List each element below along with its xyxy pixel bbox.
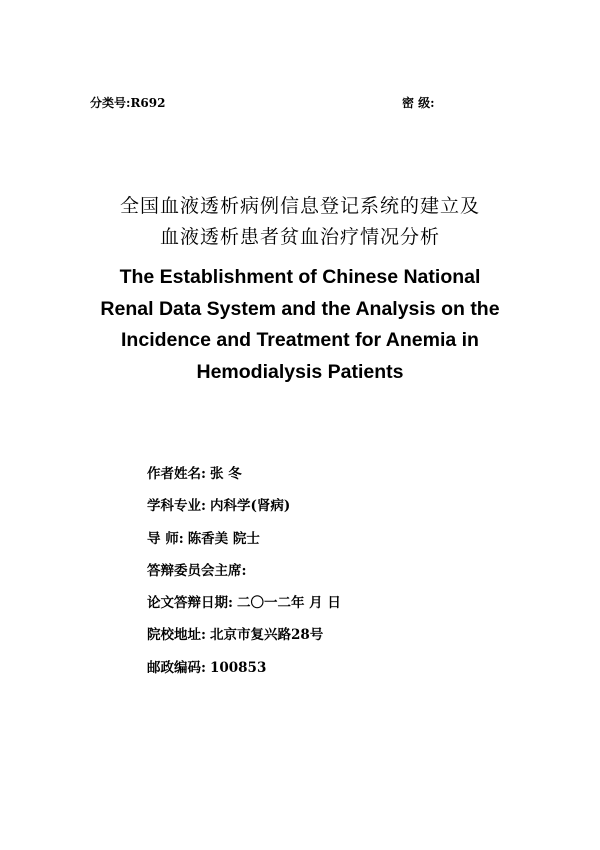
english-title [0, 262, 600, 388]
chinese-title-line-1: 全国血液透析病例信息登记系统的建立及 [119, 195, 480, 217]
info-label: 导 师: [147, 530, 184, 547]
secrecy-level [402, 94, 435, 111]
classification-number [90, 94, 165, 111]
info-row-postal-code [147, 657, 341, 689]
info-row-supervisor [147, 528, 341, 560]
english-title-line-1: The Establishment of Chinese National [119, 266, 481, 288]
english-title-line-2: Renal Data System and the Analysis on the [100, 297, 500, 320]
info-row-address [147, 624, 341, 656]
info-value: 二〇一二年 月 日 [236, 595, 341, 612]
english-title-line-3: Incidence and Treatment for Anemia in [121, 329, 479, 351]
info-value: 陈香美 院士 [187, 530, 260, 547]
english-title-line-4: Hemodialysis Patients [196, 360, 404, 383]
classification-label: 分类号: [90, 96, 131, 110]
info-value: 内科学(肾病) [209, 498, 291, 515]
secrecy-label: 密 级: [402, 96, 435, 110]
info-label: 学科专业: [147, 498, 206, 515]
info-label: 论文答辩日期: [147, 595, 233, 612]
info-value: 北京市复兴路28号 [209, 627, 324, 644]
info-value: 张 冬 [209, 466, 242, 482]
info-label: 作者姓名: [147, 466, 206, 482]
info-label: 院校地址: [147, 627, 206, 644]
info-row-major [147, 495, 341, 527]
info-label: 答辩委员会主席: [147, 562, 247, 579]
info-value: 100853 [209, 659, 267, 676]
info-row-committee-chair [147, 560, 341, 592]
chinese-title-line-2: 血液透析患者贫血治疗情况分析 [159, 226, 440, 248]
author-info-block [147, 463, 341, 689]
info-row-defense-date [147, 592, 341, 624]
info-row-author [147, 463, 341, 495]
classification-value: R692 [130, 96, 166, 110]
info-label: 邮政编码: [147, 659, 206, 676]
